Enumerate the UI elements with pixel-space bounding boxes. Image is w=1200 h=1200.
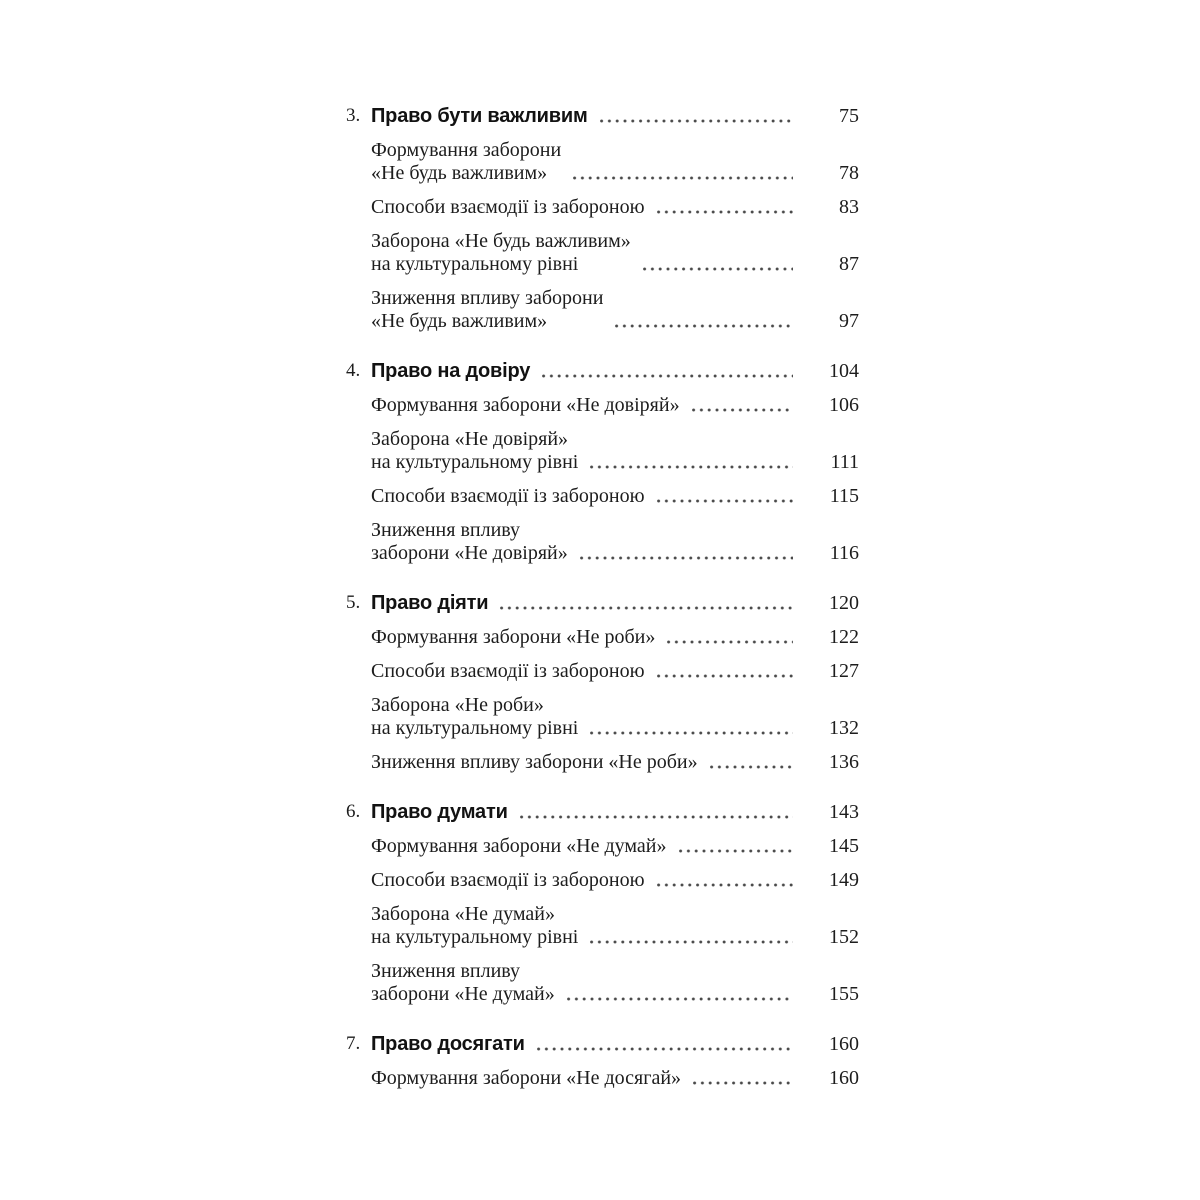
toc-entry	[346, 230, 859, 276]
page-number: 145	[829, 835, 859, 857]
entry-title-line: на культуральному рівні	[371, 926, 579, 948]
entry-title-line: Заборона «Не будь важливим»	[371, 230, 631, 252]
entry-title-line: Способи взаємодії із забороною	[371, 196, 645, 218]
dot-leader	[542, 374, 793, 378]
page-number: 78	[839, 162, 859, 184]
chapter-title: Право досягати	[371, 1033, 525, 1055]
entry-title	[371, 903, 578, 949]
dot-leader	[692, 408, 793, 412]
dot-leader	[657, 883, 793, 887]
dot-leader	[679, 849, 793, 853]
entry-title	[371, 751, 698, 774]
entry-title-line: Формування заборони	[371, 139, 562, 161]
toc-entry	[346, 694, 859, 740]
entry-title	[371, 626, 655, 649]
entry-title-line: Заборона «Не роби»	[371, 694, 544, 716]
toc-chapter-heading	[346, 1032, 859, 1056]
dot-leader	[520, 815, 793, 819]
toc-entry	[346, 519, 859, 565]
entry-title-line: Формування заборони «Не довіряй»	[371, 394, 680, 416]
entry-title-line: заборони «Не довіряй»	[371, 542, 568, 564]
page-number: 152	[829, 926, 859, 948]
page-number: 87	[839, 253, 859, 275]
page-number: 122	[829, 626, 859, 648]
toc-chapter-heading	[346, 359, 859, 383]
entry-title-line: Заборона «Не думай»	[371, 903, 555, 925]
toc-chapter-heading	[346, 591, 859, 615]
toc-entry	[346, 903, 859, 949]
entry-title	[371, 428, 578, 474]
page-number: 115	[829, 485, 859, 507]
chapter-title: Право бути важливим	[371, 105, 588, 127]
page-number: 136	[829, 751, 859, 773]
dot-leader	[500, 606, 793, 610]
entry-title	[371, 1067, 681, 1090]
toc-entry	[346, 626, 859, 649]
entry-title-line: на культуральному рівні	[371, 717, 579, 739]
entry-title-line: «Не будь важливим»	[371, 162, 548, 184]
entry-title	[371, 485, 645, 508]
dot-leader	[573, 176, 793, 180]
entry-title-line: Зниження впливу	[371, 960, 521, 982]
toc-entry	[346, 394, 859, 417]
chapter-number: 6.	[346, 801, 361, 822]
dot-leader	[657, 210, 793, 214]
dot-leader	[710, 765, 793, 769]
chapter-title: Право на довіру	[371, 360, 531, 382]
entry-title-line: Способи взаємодії із забороною	[371, 660, 645, 682]
entry-title-line: Формування заборони «Не роби»	[371, 626, 656, 648]
chapter-title: Право думати	[371, 801, 508, 823]
dot-leader	[537, 1047, 793, 1051]
toc-entry	[346, 287, 859, 333]
entry-title-line: Способи взаємодії із забороною	[371, 869, 645, 891]
page-number: 120	[829, 592, 859, 614]
toc-entry	[346, 660, 859, 683]
entry-title-line: Заборона «Не довіряй»	[371, 428, 569, 450]
toc-entry	[346, 751, 859, 774]
entry-title-line: на культуральному рівні	[371, 253, 579, 275]
toc-entry	[346, 485, 859, 508]
dot-leader	[567, 997, 793, 1001]
entry-title	[371, 230, 631, 276]
entry-title-line: заборони «Не думай»	[371, 983, 555, 1005]
dot-leader	[600, 119, 793, 123]
entry-title	[371, 287, 603, 333]
dot-leader	[580, 556, 793, 560]
toc-entry	[346, 196, 859, 219]
entry-title-line: Формування заборони «Не досягай»	[371, 1067, 682, 1089]
page-number: 127	[829, 660, 859, 682]
toc-entry	[346, 960, 859, 1006]
entry-title-line: Зниження впливу	[371, 519, 521, 541]
toc-entry	[346, 139, 859, 185]
chapter-number: 4.	[346, 360, 361, 381]
page-number: 104	[829, 360, 859, 382]
entry-title	[371, 660, 645, 683]
entry-title-line: «Не будь важливим»	[371, 310, 548, 332]
page-number: 143	[829, 801, 859, 823]
entry-title	[371, 196, 645, 219]
page-number: 75	[839, 105, 859, 127]
page-number: 155	[829, 983, 859, 1005]
dot-leader	[590, 731, 793, 735]
entry-title	[371, 869, 645, 892]
page-number: 116	[829, 542, 859, 564]
entry-title	[371, 519, 568, 565]
entry-title	[371, 694, 578, 740]
dot-leader	[657, 499, 793, 503]
page-number: 83	[839, 196, 859, 218]
toc-chapter-heading	[346, 800, 859, 824]
chapter-number: 3.	[346, 105, 361, 126]
toc-entry	[346, 869, 859, 892]
toc-entry	[346, 835, 859, 858]
toc-chapter-heading	[346, 104, 859, 128]
page-number: 160	[829, 1033, 859, 1055]
page-number: 149	[829, 869, 859, 891]
dot-leader	[657, 674, 793, 678]
entry-title-line: Формування заборони «Не думай»	[371, 835, 667, 857]
table-of-contents	[346, 104, 859, 1090]
toc-entry	[346, 1067, 859, 1090]
chapter-title: Право діяти	[371, 592, 489, 614]
toc-entry	[346, 428, 859, 474]
entry-title-line: Зниження впливу заборони	[371, 287, 604, 309]
entry-title-line: Способи взаємодії із забороною	[371, 485, 645, 507]
page-number: 106	[829, 394, 859, 416]
page-number: 160	[829, 1067, 859, 1089]
page-number: 97	[839, 310, 859, 332]
dot-leader	[590, 940, 793, 944]
dot-leader	[667, 640, 793, 644]
page-number: 111	[830, 451, 859, 473]
entry-title	[371, 835, 667, 858]
dot-leader	[590, 465, 793, 469]
entry-title	[371, 139, 561, 185]
dot-leader	[615, 324, 793, 328]
dot-leader	[643, 267, 793, 271]
entry-title	[371, 394, 680, 417]
chapter-number: 7.	[346, 1033, 361, 1054]
entry-title-line: Зниження впливу заборони «Не роби»	[371, 751, 698, 773]
entry-title-line: на культуральному рівні	[371, 451, 579, 473]
page-number: 132	[829, 717, 859, 739]
entry-title	[371, 960, 555, 1006]
dot-leader	[693, 1081, 793, 1085]
chapter-number: 5.	[346, 592, 361, 613]
